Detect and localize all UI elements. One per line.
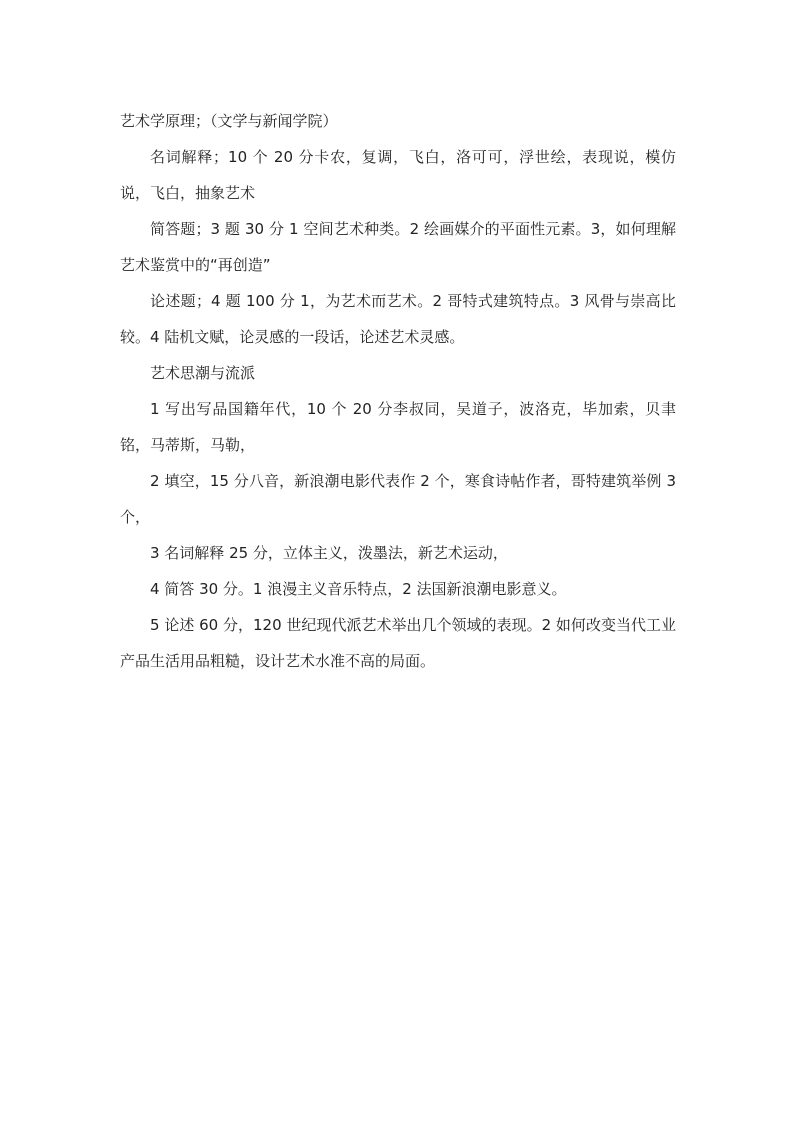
paragraph-item-5: 5 论述 60 分，120 世纪现代派艺术举出几个领域的表现。2 如何改变当代工业产品生活用品粗糙，设计艺术水准不高的局面。 [120, 616, 676, 670]
paragraph-item-3: 3 名词解释 25 分，立体主义，泼墨法，新艺术运动， [150, 544, 508, 562]
document-heading: 艺术学原理；（文学与新闻学院） [120, 112, 338, 130]
paragraph-item-4: 4 简答 30 分。1 浪漫主义音乐特点，2 法国新浪潮电影意义。 [150, 580, 567, 598]
paragraph-item-1: 1 写出写品国籍年代，10 个 20 分李叔同，吴道子，波洛克，毕加索，贝聿铭，马蒂斯，马勒， [120, 400, 676, 454]
paragraph-term-definitions: 名词解释；10 个 20 分卡农，复调，飞白，洛可可，浮世绘，表现说，模仿说，飞白，抽象艺术 [120, 148, 676, 202]
paragraph-short-answer: 简答题；3 题 30 分 1 空间艺术种类。2 绘画媒介的平面性元素。3，如何理解艺术鉴赏中的“再创造” [120, 220, 676, 274]
section-heading-art-movements: 艺术思潮与流派 [150, 364, 256, 382]
paragraph-item-2: 2 填空，15 分八音，新浪潮电影代表作 2 个，寒食诗帖作者，哥特建筑举例 3 个， [120, 472, 676, 526]
paragraph-essay: 论述题；4 题 100 分 1，为艺术而艺术。2 哥特式建筑特点。3 风骨与崇高比较。4 陆机文赋，论灵感的一段话，论述艺术灵感。 [120, 292, 676, 346]
document-body [120, 103, 676, 679]
